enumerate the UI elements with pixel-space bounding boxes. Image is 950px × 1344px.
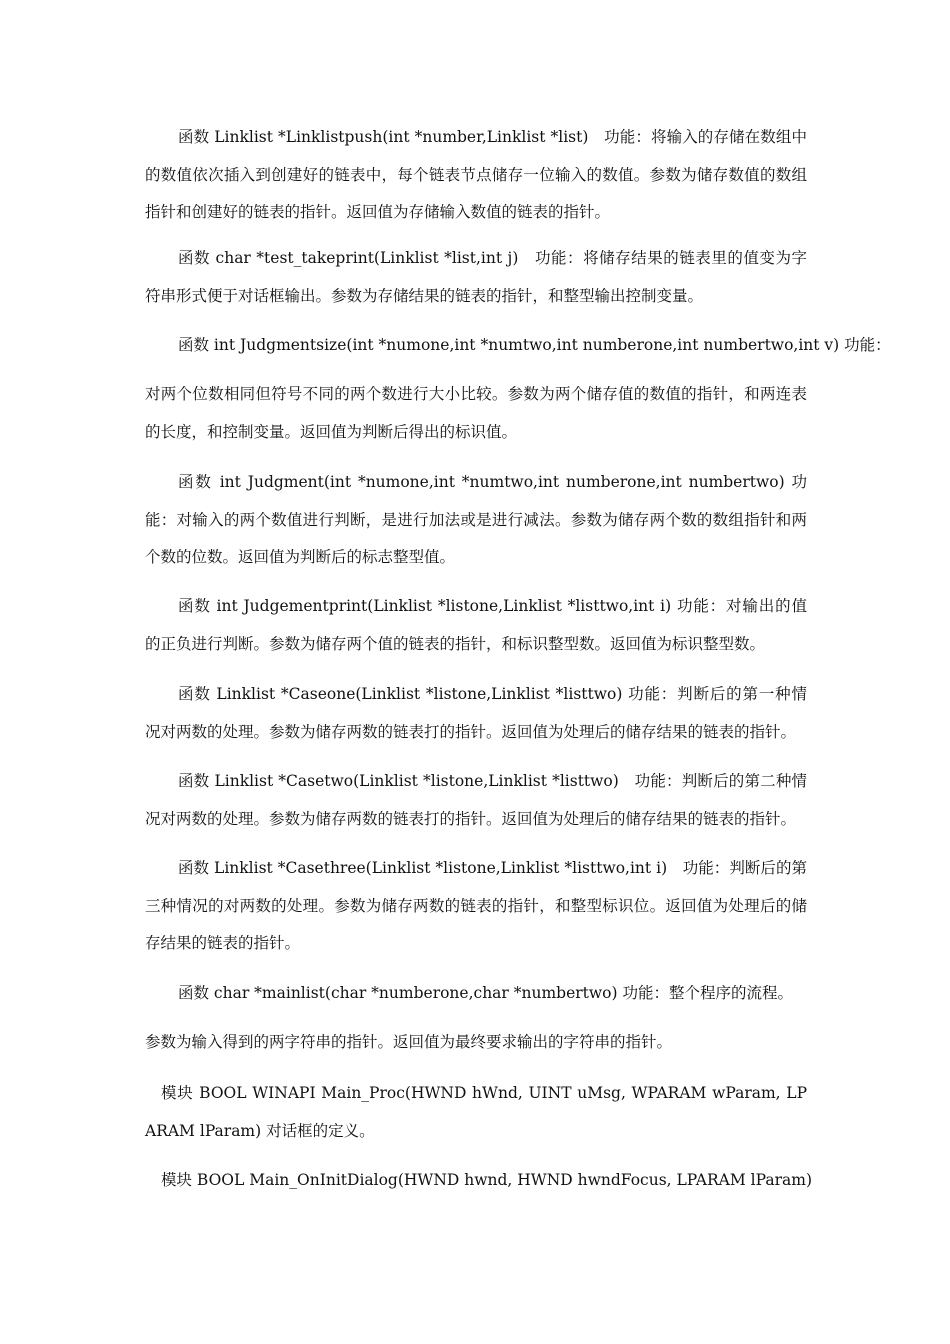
paragraph-judgementprint: 函数 int Judgementprint(Linklist *listone,Linklist *listtwo,int i) 功能：对输出的值的正负进行判断。参数为储存两个值的链表的指针，和标识整型数。返回值为标识整型数。 [145,597,807,653]
paragraph-test-takeprint: 函数 char *test_takeprint(Linklist *list,int j) 功能：将储存结果的链表里的值变为字符串形式便于对话框输出。参数为存储结果的链表的指针，和整型输出控制变量。 [145,249,807,305]
paragraph-casethree: 函数 Linklist *Casethree(Linklist *listone,Linklist *listtwo,int i) 功能：判断后的第三种情况的对两数的处理。参数为储存两数的链表的指针，和整型标识位。返回值为处理后的储存结果的链表的指针。 [145,859,807,952]
paragraph-main-oninitdialog: 模块 BOOL Main_OnInitDialog(HWND hwnd, HWND hwndFocus, LPARAM lParam) [161,1171,812,1189]
paragraph-judgment: 函数 int Judgment(int *numone,int *numtwo,int numberone,int numbertwo) 功能：对输入的两个数值进行判断，是进行加法或是进行减法。参数为储存两个数的数组指针和两个数的位数。返回值为判断后的标志整型值。 [145,473,807,566]
paragraph-mainlist-body: 参数为输入得到的两字符串的指针。返回值为最终要求输出的字符串的指针。 [145,1033,673,1051]
paragraph-mainlist-header: 函数 char *mainlist(char *numberone,char *numbertwo) 功能：整个程序的流程。 [178,984,793,1002]
paragraph-judgmentsize-body: 对两个位数相同但符号不同的两个数进行大小比较。参数为两个储存值的数值的指针，和两连表的长度，和控制变量。返回值为判断后得出的标识值。 [145,385,807,441]
paragraph-caseone: 函数 Linklist *Caseone(Linklist *listone,Linklist *listtwo) 功能：判断后的第一种情况对两数的处理。参数为储存两数的链表打的指针。返回值为处理后的储存结果的链表的指针。 [145,685,807,741]
paragraph-judgmentsize-header: 函数 int Judgmentsize(int *numone,int *numtwo,int numberone,int numbertwo,int v) 功能： [178,336,891,354]
paragraph-casetwo: 函数 Linklist *Casetwo(Linklist *listone,Linklist *listtwo) 功能：判断后的第二种情况对两数的处理。参数为储存两数的链表打的指针。返回值为处理后的储存结果的链表的指针。 [145,772,807,828]
paragraph-main-proc: 模块 BOOL WINAPI Main_Proc(HWND hWnd, UINT uMsg, WPARAM wParam, LPARAM lParam) 对话框的定义。 [145,1084,807,1140]
paragraph-linklistpush: 函数 Linklist *Linklistpush(int *number,Linklist *list) 功能：将输入的存储在数组中的数值依次插入到创建好的链表中，每个链表节点储存一位输入的数值。参数为储存数值的数组指针和创建好的链表的指针。返回值为存储输入数值的链表的指针。 [145,128,807,221]
